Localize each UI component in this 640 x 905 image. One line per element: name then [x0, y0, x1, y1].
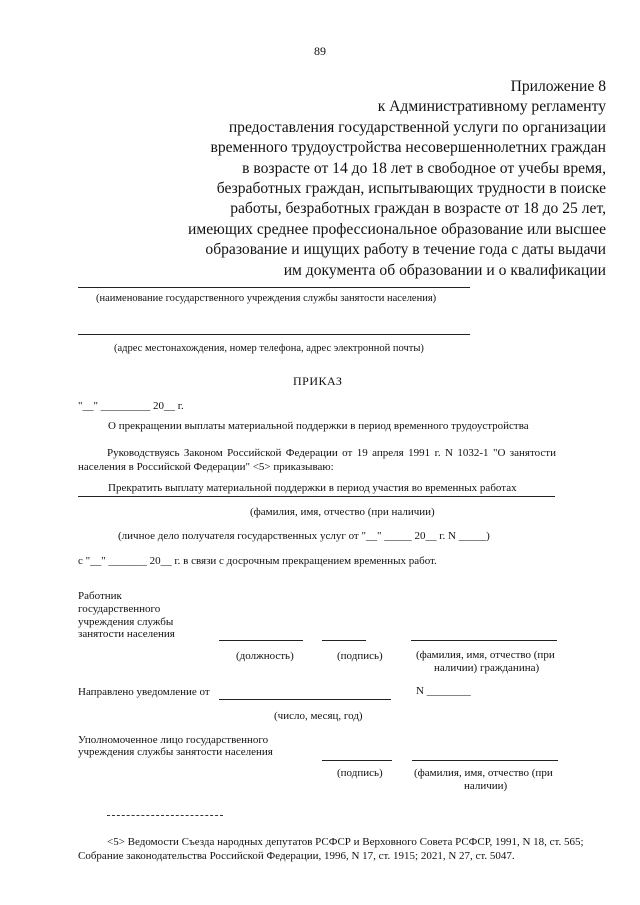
appendix-line: имеющих среднее профессиональное образование или высшее: [188, 220, 606, 238]
citizen-fio-caption: наличии) гражданина): [434, 662, 540, 674]
authorized-person-line: Уполномоченное лицо государственного: [78, 734, 269, 746]
citizen-fio-line: [411, 640, 557, 641]
worker-line: учреждения службы: [78, 616, 174, 628]
worker-line: занятости населения: [78, 628, 175, 640]
order-subject: О прекращении выплаты материальной поддержки в период временного трудоустройства: [108, 420, 529, 432]
worker-line: государственного: [78, 603, 161, 615]
order-title: ПРИКАЗ: [293, 374, 343, 388]
position-line: [219, 640, 303, 641]
appendix-line: предоставления государственной услуги по организации: [228, 118, 606, 136]
appendix-line: Приложение 8: [510, 78, 606, 95]
auth-fio-line: [412, 760, 558, 761]
auth-signature-caption: (подпись): [337, 767, 383, 779]
auth-fio-caption: (фамилия, имя, отчество (при: [414, 767, 553, 779]
fio-caption: (фамилия, имя, отчество (при наличии): [250, 506, 435, 518]
signature-line: [322, 640, 366, 641]
page-number: 89: [314, 44, 326, 58]
appendix-line: к Административному регламенту: [377, 98, 606, 116]
auth-fio-caption: наличии): [464, 780, 508, 792]
address-caption: (адрес местонахождения, номер телефона, адрес электронной почты): [114, 343, 424, 354]
org-name-caption: (наименование государственного учреждения службы занятости населения): [96, 293, 437, 304]
basis-line-2: населения в Российской Федерации" <5> приказываю:: [78, 461, 334, 473]
citizen-fio-caption: (фамилия, имя, отчество (при: [416, 649, 555, 661]
termination-date-line: с "__" _______ 20__ г. в связи с досрочным прекращением временных работ.: [78, 555, 437, 567]
appendix-line: в возрасте от 14 до 18 лет в свободное от учебы время,: [242, 159, 606, 177]
footnote-line-1: <5> Ведомости Съезда народных депутатов РСФСР и Верховного Совета РСФСР, 1991, N 18, ст. 565;: [107, 836, 584, 848]
notice-date-line: [219, 699, 391, 700]
appendix-line: образование и ищущих работу в течение года с даты выдачи: [205, 241, 606, 259]
order-date: "__" _________ 20__ г.: [78, 400, 184, 412]
appendix-line: работы, безработных граждан в возрасте от 18 до 25 лет,: [230, 200, 606, 218]
stop-payment-line: [78, 496, 555, 497]
auth-signature-line: [322, 760, 392, 761]
authorized-person-line: учреждения службы занятости населения: [78, 746, 273, 758]
worker-line: Работник: [78, 590, 122, 602]
personal-file-line: (личное дело получателя государственных услуг от "__" _____ 20__ г. N _____): [118, 530, 490, 542]
basis-line-1: Руководствуясь Законом Российской Федерации от 19 апреля 1991 г. N 1032-1 "О занятости: [107, 447, 556, 459]
address-line: [78, 334, 470, 335]
appendix-line: временного трудоустройства несовершеннолетних граждан: [210, 139, 606, 157]
position-caption: (должность): [236, 650, 294, 662]
appendix-line: безработных граждан, испытывающих трудности в поиске: [216, 180, 606, 198]
org-name-line: [78, 287, 470, 288]
notice-date-caption: (число, месяц, год): [274, 710, 363, 722]
notice-label: Направлено уведомление от: [78, 686, 210, 698]
notice-number: N ________: [416, 685, 471, 697]
footnote-line-2: Собрание законодательства Российской Федерации, 1996, N 17, ст. 1915; 2021, N 27, ст. 5047.: [78, 850, 515, 862]
appendix-line: им документа об образовании и о квалификации: [283, 261, 606, 279]
appendix-header: [186, 77, 606, 281]
stop-payment-text: Прекратить выплату материальной поддержки в период участия во временных работах: [108, 482, 517, 494]
signature-caption: (подпись): [337, 650, 383, 662]
footnote-separator: [107, 815, 223, 816]
